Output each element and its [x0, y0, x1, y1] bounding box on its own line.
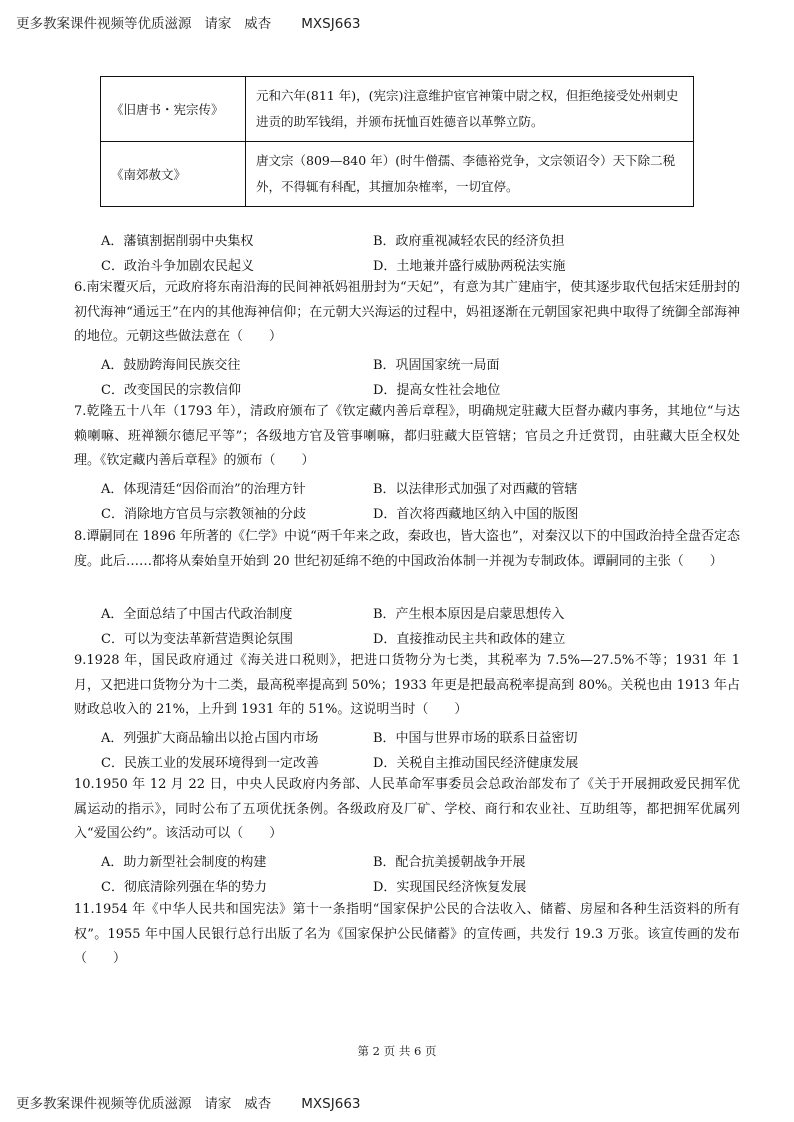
source-name: 《旧唐书・宪宗传》: [101, 77, 246, 142]
question-9-stem: 9.1928 年，国民政府通过《海关进口税则》，把进口货物分为七类，其税率为 7.5%—27.5%不等；1931 年 1 月，又把进口货物分为十二类，最高税率提高到 50%；1933 年更是把最高税率提高到 80%。关税也由 1913 年占财政总收入的 21%，上升到 1931 年的 51%。这说明当时（ ）: [74, 653, 740, 717]
question-7-stem: 7.乾隆五十八年（1793 年），清政府颁布了《钦定藏内善后章程》，明确规定驻藏大臣督办藏内事务，其地位“与达赖喇嘛、班禅额尔德尼平等”；各级地方官及管事喇嘛，都归驻藏大臣管辖；官员之升迁赏罚，由驻藏大臣全权处理。《钦定藏内善后章程》的颁布（ ）: [74, 404, 740, 468]
q9-option-d[interactable]: D．关税自主推动国民经济健康发展: [373, 756, 579, 771]
q10-option-a[interactable]: A．助力新型社会制度的构建: [101, 855, 267, 870]
q7-option-b[interactable]: B．以法律形式加强了对西藏的管辖: [373, 482, 578, 497]
q7-option-d[interactable]: D．首次将西藏地区纳入中国的版图: [373, 507, 579, 522]
q9-option-a[interactable]: A．列强扩大商品输出以抢占国内市场: [101, 731, 319, 746]
q7-option-c[interactable]: C．消除地方官员与宗教领袖的分歧: [101, 507, 306, 522]
table-row: [101, 77, 694, 142]
q8-option-d[interactable]: D．直接推动民主共和政体的建立: [373, 632, 566, 647]
q10-option-c[interactable]: C．彻底清除列强在华的势力: [101, 880, 267, 895]
q5-option-c[interactable]: C．政治斗争加剧农民起义: [101, 259, 254, 274]
q10-option-b[interactable]: B．配合抗美援朝战争开展: [373, 855, 526, 870]
question-8-stem: 8.谭嗣同在 1896 年所著的《仁学》中说“两千年来之政，秦政也，皆大盗也”，对秦汉以下的中国政治持全盘否定态度。此后……都将从秦始皇开始到 20 世纪初延绵不绝的中国政治体制一并视为专制政体。谭嗣同的主张（ ）: [74, 529, 740, 569]
q8-option-b[interactable]: B．产生根本原因是启蒙思想传入: [373, 607, 565, 622]
q9-option-b[interactable]: B．中国与世界市场的联系日益密切: [373, 731, 578, 746]
q8-option-a[interactable]: A．全面总结了中国古代政治制度: [101, 607, 293, 622]
q7-option-a[interactable]: A．体现清廷“因俗而治”的治理方针: [101, 482, 306, 497]
header-watermark-banner: 更多教案课件视频等优质滋源 请家 威杏 MXSJ663: [16, 16, 361, 32]
q5-option-a[interactable]: A．藩镇割据削弱中央集权: [101, 234, 254, 249]
question-11-stem: 11.1954 年《中华人民共和国宪法》第十一条指明“国家保护公民的合法收入、储蓄、房屋和各种生活资料的所有权”。1955 年中国人民银行总行出版了名为《国家保护公民储蓄》的宣传画，共发行 19.3 万张。该宣传画的发布（ ）: [74, 902, 740, 966]
q5-option-b[interactable]: B．政府重视减轻农民的经济负担: [373, 234, 565, 249]
q5-option-d[interactable]: D．土地兼并盛行威胁两税法实施: [373, 259, 566, 274]
q6-option-a[interactable]: A．鼓励跨海间民族交往: [101, 358, 241, 373]
question-10-stem: 10.1950 年 12 月 22 日，中央人民政府内务部、人民革命军事委员会总政治部发布了《关于开展拥政爱民拥军优属运动的指示》，同时公布了五项优抚条例。各级政府及厂矿、学校、商行和农业社、互助组等，都把拥军优属列入“爱国公约”。该活动可以（ ）: [74, 777, 740, 841]
q10-option-d[interactable]: D．实现国民经济恢复发展: [373, 880, 527, 895]
table-row: [101, 142, 694, 207]
q9-option-c[interactable]: C．民族工业的发展环境得到一定改善: [101, 756, 319, 771]
source-text: 元和六年(811 年)，(宪宗)注意维护宦官神策中尉之权，但拒绝接受处州刺史进贡的助军钱绢，并颁布抚恤百姓德音以革弊立防。: [246, 77, 694, 142]
question-6-stem: 6.南宋覆灭后，元政府将东南沿海的民间神祇妈祖册封为“天妃”，有意为其广建庙宇，使其逐步取代包括宋廷册封的初代海神“通远王”在内的其他海神信仰；在元朝大兴海运的过程中，妈祖逐渐在元朝国家祀典中取得了统御全部海神的地位。元朝这些做法意在（ ）: [74, 280, 740, 344]
q6-option-b[interactable]: B．巩固国家统一局面: [373, 358, 500, 373]
source-table: [100, 76, 694, 207]
page-number: 第 2 页 共 6 页: [357, 1044, 437, 1058]
source-text: 唐文宗（809—840 年）(时牛僧孺、李德裕党争，文宗领诏令）天下除二税外，不得辄有科配，其擅加杂榷率，一切宜停。: [246, 142, 694, 207]
q6-option-c[interactable]: C．改变国民的宗教信仰: [101, 383, 241, 398]
footer-watermark-banner: 更多教案课件视频等优质滋源 请家 威杏 MXSJ663: [16, 1096, 361, 1112]
q6-option-d[interactable]: D．提高女性社会地位: [373, 383, 501, 398]
source-name: 《南郊赦文》: [101, 142, 246, 207]
q8-option-c[interactable]: C．可以为变法革新营造舆论氛围: [101, 632, 293, 647]
